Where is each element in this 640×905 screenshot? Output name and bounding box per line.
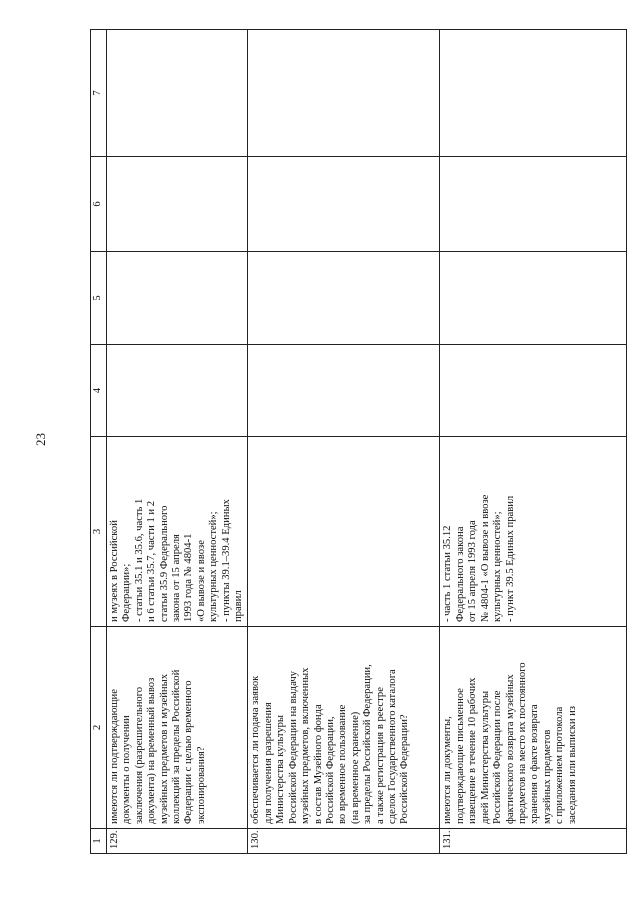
question-cell [107, 627, 248, 829]
cell-text-line: - пункты 39.1–39.4 Единых [220, 499, 232, 622]
column-number: 6 [91, 157, 107, 252]
row-number: 130. [248, 829, 440, 854]
empty-cell [248, 30, 440, 157]
cell-text-line: дней Министерства культуры [479, 690, 491, 824]
cell-text-line: во временное пользование [337, 704, 349, 824]
cell-text-line: документы о получении [121, 715, 133, 824]
cell-text-line: «О вывозе и ввозе [195, 540, 207, 622]
checklist-table [90, 29, 627, 854]
question-cell [440, 627, 627, 829]
cell-text-line: хранения о факте возврата [529, 704, 541, 824]
cell-text-line: от 15 апреля 1993 года [467, 520, 479, 622]
cell-text-line: для получения разрешения [262, 702, 274, 824]
cell-text-line: музейных предметов [541, 729, 553, 824]
table-row [248, 30, 440, 854]
legal-basis-cell [440, 437, 627, 627]
cell-text-line: - пункт 39.5 Единых правил [504, 495, 516, 622]
cell-text-line: (на временное хранение) [349, 711, 361, 824]
cell-text-line: Министерства культуры [275, 714, 287, 824]
cell-text-line: закона от 15 апреля [171, 534, 183, 622]
empty-cell [248, 345, 440, 437]
empty-cell [248, 157, 440, 252]
cell-text-line: Федерации»; [121, 563, 133, 622]
column-number: 4 [91, 345, 107, 437]
cell-text-line: культурных ценностей»; [492, 511, 504, 622]
empty-cell [107, 157, 248, 252]
empty-cell [107, 252, 248, 345]
cell-text-line: Российской Федерации на выдачу [287, 671, 299, 824]
column-number: 3 [91, 437, 107, 627]
cell-text-line: сделок Государственного каталога [386, 669, 398, 824]
cell-text-line: - часть 1 статьи 35.12 [442, 525, 454, 622]
cell-text-line: заседания или выписки из [566, 706, 578, 824]
cell-text-line: Федерального закона [454, 526, 466, 622]
cell-text-line: заключения (разрешительного [133, 686, 145, 824]
cell-text-line: Российской Федерации? [399, 714, 411, 824]
cell-text-line: 1993 года № 4804-1 [183, 533, 195, 622]
column-number: 2 [91, 627, 107, 829]
cell-text-line: а также регистрация в реестре [374, 687, 386, 824]
cell-text-line: культурных ценностей»; [208, 511, 220, 622]
cell-text-line: и 6 статьи 35.7, части 1 и 2 [146, 500, 158, 622]
column-number: 5 [91, 252, 107, 345]
cell-text-line: № 4804-1 «О вывозе и ввозе [479, 494, 491, 622]
question-cell [248, 627, 440, 829]
empty-cell [440, 345, 627, 437]
cell-text-line: музейных предметов, включенных [300, 667, 312, 824]
cell-text-line: музейных предметов и музейных [158, 673, 170, 824]
cell-text-line: экспонирования? [195, 746, 207, 824]
cell-text-line: обеспечивается ли подача заявок [250, 675, 262, 824]
cell-text-line: - статьи 35.1 и 35.6, часть 1 [133, 498, 145, 622]
cell-text-line: Федерации с целью временного [183, 680, 195, 824]
legal-basis-cell [107, 437, 248, 627]
cell-text-line: имеются ли подтверждающие [109, 689, 120, 824]
page-number: 23 [33, 433, 48, 446]
cell-text-line: Российской Федерации после [492, 690, 504, 824]
table-row [107, 30, 248, 854]
row-number: 129. [107, 829, 248, 854]
cell-text-line: за пределы Российской Федерации, [362, 664, 374, 824]
cell-text-line: с приложением протокола [554, 706, 566, 824]
column-number: 1 [91, 829, 107, 854]
column-number: 7 [91, 30, 107, 157]
empty-cell [440, 252, 627, 345]
legal-basis-cell [248, 437, 440, 627]
cell-text-line: в состав Музейного фонда [312, 704, 324, 824]
empty-cell [440, 157, 627, 252]
cell-text-line: и музеях в Российской [109, 520, 120, 622]
empty-cell [248, 252, 440, 345]
cell-text-line: имеются ли документы, [442, 716, 454, 824]
cell-text-line: документа) на временный вывоз [146, 677, 158, 824]
cell-text-line: правил [233, 590, 245, 622]
cell-text-line: предметов на место их постоянного [516, 662, 528, 824]
cell-text-line: Российской Федерации, [324, 716, 336, 824]
checklist-table-sheet [90, 30, 627, 854]
empty-cell [107, 30, 248, 157]
column-number-row [91, 30, 107, 854]
cell-text-line: фактического возврата музейных [504, 674, 516, 824]
table-row [440, 30, 627, 854]
cell-text-line: подтверждающие письменное [454, 688, 466, 824]
row-number: 131. [440, 829, 627, 854]
empty-cell [107, 345, 248, 437]
cell-text-line: коллекций за пределы Российской [171, 669, 183, 824]
cell-text-line: статьи 35.9 Федерального [158, 505, 170, 622]
cell-text-line: извещение в течение 10 рабочих [467, 677, 479, 824]
empty-cell [440, 30, 627, 157]
